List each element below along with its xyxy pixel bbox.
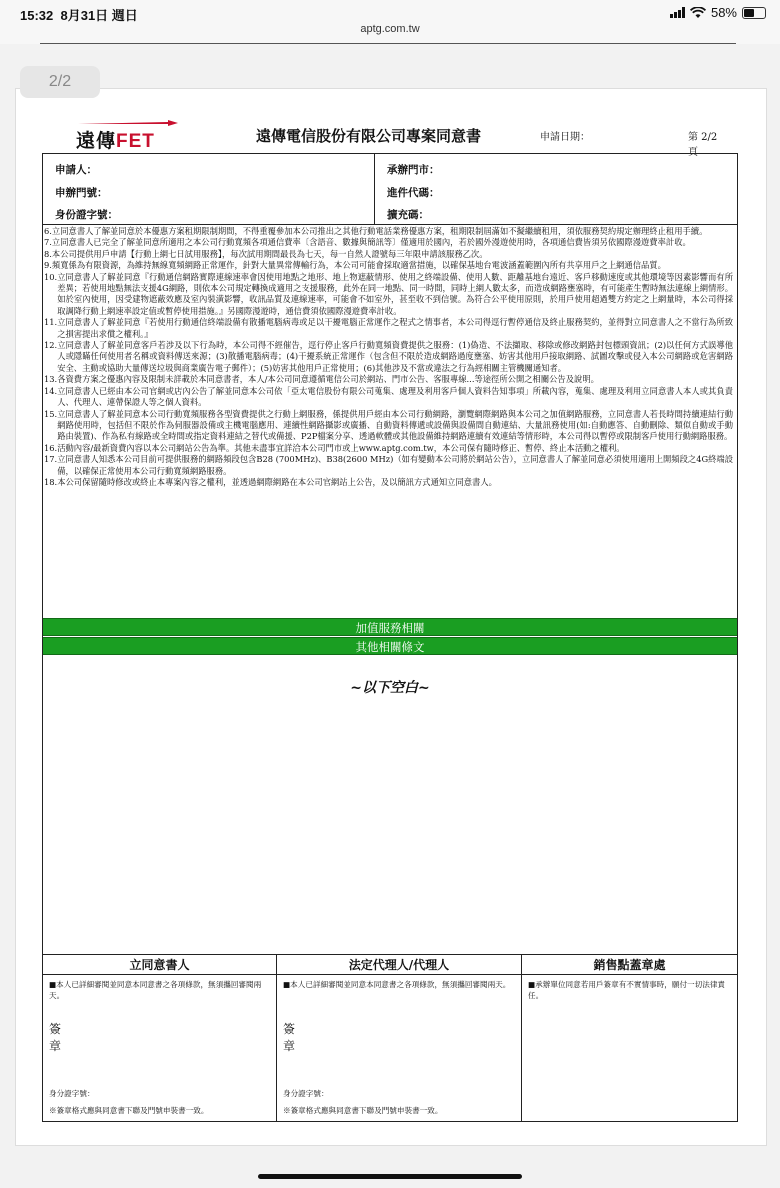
signal-icon <box>670 7 685 18</box>
term-item: 11. 立同意書人了解並同意『若使用行動通信終端設備有散播電腦病毒或足以干擾電腦正常運作之程式之情事者，本公司得逕行暫停通信及終止服務契約，並得對立同意書人之不當行為所致之損害提出求償之權利。』 <box>44 317 733 339</box>
battery-icon <box>742 7 766 19</box>
battery-percent: 58% <box>710 5 737 20</box>
agent-heading: 法定代理人/代理人 <box>277 955 521 975</box>
term-item: 12. 立同意書人了解並同意客戶若涉及以下行為時，本公司得不經催告，逕行停止客戶行動寬頻資費提供之服務：(1)偽造、不法擷取、移除或修改網路封包標頭資訊；(2)以任何方式誤導他人或隱瞞任何使用者名稱或資料傳送來源；(3)散播電腦病毒；(4)干擾系統正常運作（包含但不限於造成網路過度壅塞、妨害其他用戶接取網路、試圖攻擊或侵入本公司網路或危害網路安全、主動或協助大量傳送垃圾與商業廣告電子郵件）；(5)妨害其他用戶正常使用；(6)其他涉及不當或違法之行為經相關主管機關通知者。 <box>44 340 733 373</box>
address-bar[interactable]: aptg.com.tw <box>360 23 420 35</box>
term-item: 7. 立同意書人已完全了解並同意所適用之本公司行動寬頻各項通信費率〔含語音、數據與簡訊等〕僅適用於國內，若於國外漫遊使用時，各項通信費皆須另依國際漫遊費率計收。 <box>44 237 691 248</box>
extension-code-field: 擴充碼： <box>387 209 429 221</box>
term-item: 14. 立同意書人已經由本公司官網或店內公告了解並同意本公司依「亞太電信股份有限公司蒐集、處理及利用客戶個人資料告知事項」所載內容，蒐集、處理及利用立同意書人本人或其負責人、代理人、連帶保證人等之個人資料。 <box>44 385 733 408</box>
consent-form-frame <box>42 153 738 1122</box>
home-indicator[interactable] <box>258 1174 522 1179</box>
company-logo: 遠傳FET <box>76 130 155 152</box>
blank-below-text: ~以下空白~ <box>350 680 430 696</box>
terms-list <box>43 225 737 488</box>
document-title: 遠傳電信股份有限公司專案同意書 <box>256 127 482 145</box>
sales-stamp-heading: 銷售點蓋章處 <box>522 955 737 975</box>
term-item: 16. 活動內容/最新資費內容以本公司網站公告為準。其他未盡事宜詳洽本公司門市或上www.aptg.com.tw，本公司保有隨時修正、暫停、終止本活動之權利。 <box>44 442 625 453</box>
term-item: 17. 立同意書人知悉本公司目前可提供服務的網路頻段包含B28 (700MHz)、B38(2600 MHz)（如有變動本公司將於網站公告），立同意書人了解並同意必須使用適用上開頻段之4G終端設備，以確保正常使用本公司行動寬頻網路服務。 <box>44 454 733 476</box>
wifi-icon <box>690 7 706 19</box>
status-time: 15:32 8月31日 週日 <box>20 8 138 23</box>
status-bar <box>0 0 780 44</box>
status-date: 8月31日 週日 <box>60 8 138 23</box>
id-number-field: 身份證字號： <box>55 209 118 221</box>
term-item: 10. 立同意書人了解並同意『行動通信網路實際連線速率會因使用地點之地形、地上物遮蔽情形、使用之終端設備、使用人數、距離基地台遠近、客戶移動速度或其他環境等因素影響而有所差異；若使用地點無法支援4G網路，則依本公司規定轉換成適用之支援服務，此外在同一地點、同一時間，同時上網人數太多，而造成網路壅塞時，有可能產生暫時無法連線上網情形。如於室內使用，因受建物遮蔽效應及室內裝潢影響，收訊品質及連線速率，可能會不如室外，甚至收不到信號。為符合公平使用原則，於用戶使用超過雙方約定之上網量時，本公司得採取調降行動上網速率設定值或暫停使用措施。』另國際漫遊時，通信費須依國際漫遊費率計收。 <box>44 271 733 316</box>
page-number: 第 2/2 頁 <box>688 132 718 158</box>
consenter-id-label: 身分證字號： <box>49 1089 95 1098</box>
term-item: 15. 立同意書人了解並同意本公司行動寬頻服務各型資費提供之行動上網服務，係提供用戶經由本公司行動網路，瀏覽網際網路與本公司之加值網路服務，立同意書人若長時間持續連結行動網路使用時，包括但不限於作為伺服器設備或主機電腦應用、連續性網路攝影或廣播、自動資料傳遞或設備與設備間自動連結、大量訊務使用(如:自動應答、自動刪除、類似自動或手動路由裝置)、作為私有線路或全時間或指定資料連結之替代或備援、P2P檔案分享、透過軟體或其他設備維持網路連續有效連結等情形時，本公司得以暫停或限制客戶使用行動網路服務。 <box>44 408 733 442</box>
document-header <box>60 120 730 158</box>
entry-code-field: 進件代碼： <box>387 187 440 199</box>
toolbar-divider <box>40 43 736 44</box>
consenter-footnote: ※簽章格式應與同意書下聯及門號申裝書一致。 <box>49 1106 209 1115</box>
application-date-label: 申請日期： <box>540 132 590 143</box>
agent-stamp-label: 簽 章 <box>283 1022 296 1053</box>
value-added-services-bar: 加值服務相關 <box>43 618 737 636</box>
agent-id-label: 身分證字號： <box>283 1089 329 1098</box>
term-item: 9. 頻寬係為有限資源，為維持無線寬頻網路正常運作，針對大量異常傳輸行為，本公司可能會採取適當措施，以確保基地台電波涵蓋範圍內所有共享用戶之上網通信品質。 <box>44 260 666 271</box>
term-item: 18. 本公司保留隨時修改或終止本專案內容之權利，並透過網際網路在本公司官網站上公告，及以簡訊方式通知立同意書人。 <box>44 476 497 487</box>
agent-signature-box[interactable] <box>277 955 521 1122</box>
other-terms-bar: 其他相關條文 <box>43 637 737 655</box>
agent-footnote: ※簽章格式應與同意書下聯及門號申裝書一致。 <box>283 1106 443 1115</box>
status-indicators <box>670 5 766 20</box>
applicant-info-table <box>43 154 737 225</box>
applicant-field: 申請人： <box>55 164 97 176</box>
sales-stamp-box[interactable] <box>522 955 737 1122</box>
consenter-heading: 立同意書人 <box>43 955 276 975</box>
consenter-note: ■本人已詳細審閱並同意本同意書之各項條款，無須攜回審閱兩天。 <box>49 980 262 1000</box>
phone-number-field: 申辦門號： <box>55 187 108 199</box>
signature-table <box>43 954 737 1122</box>
consenter-signature-box[interactable] <box>43 955 276 1122</box>
agent-note: ■本人已詳細審閱並同意本同意書之各項條款，無須攜回審閱兩天。 <box>283 980 511 989</box>
consenter-stamp-label: 簽 章 <box>49 1022 62 1053</box>
sales-stamp-note: ■承辦單位同意若用戶簽章有不實情事時，願付一切法律責任。 <box>528 980 726 1000</box>
term-item: 13. 各資費方案之優惠內容及限制未詳載於本同意書者，本人/本公司同意遵循電信公司於網站、門市公告、客服專線...等途徑所公開之相關公告及說明。 <box>44 374 599 385</box>
term-item: 6. 立同意書人了解並同意於本優惠方案租期限制期間，不得重覆參加本公司推出之其他行動電話業務優惠方案，租期限制屆滿如不擬繼續租用，須依服務契約規定辦理終止租用手續。 <box>44 226 708 236</box>
term-item: 8. 本公司提供用戶申請【行動上網七日試用服務】，每次試用期間最長為七天，每一自然人證號每三年限申請該服務乙次。 <box>44 248 488 259</box>
page-indicator: 2/2 <box>20 66 100 98</box>
store-field: 承辦門市： <box>387 164 440 176</box>
